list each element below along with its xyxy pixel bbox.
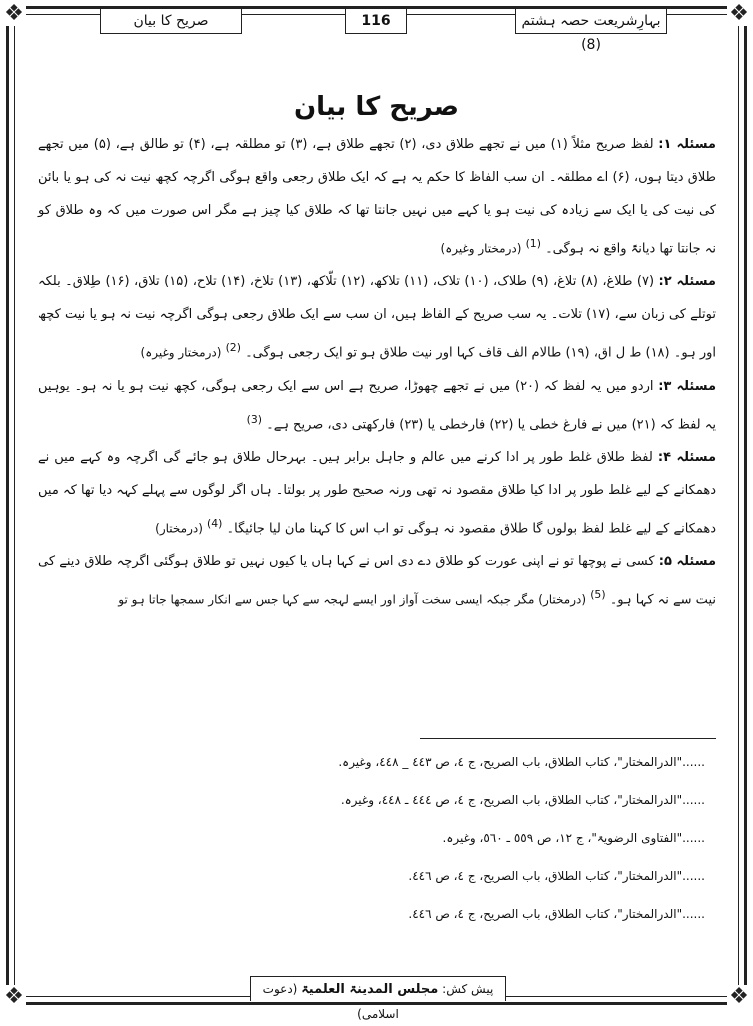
book-title: بہارِشریعت حصہ ہشتم (8) bbox=[515, 8, 667, 34]
footnote-3: ......"الفتاوی الرضویۃ"، ج ١٢، ص ٥٥٩ ـ ٥٦٠، وغیرہ. bbox=[442, 831, 705, 845]
masala-paragraph bbox=[38, 441, 716, 545]
footnote-divider bbox=[420, 738, 716, 739]
chapter-title: صریح کا بیان bbox=[100, 8, 242, 34]
masala-label: مسئلہ ۵: bbox=[658, 554, 716, 570]
masala-text: اردو میں یہ لفظ کہ (۲۰) میں نے تجھے چھوڑا، صریح ہے اس سے ایک رجعی ہوگی، کچھ نیت ہو یا نہ ہو۔ یوہیں یہ لفظ کہ (۲۱) میں نے فارغ خطی یا (۲۲) فارخطی یا (۲۳) فارکھتی دی، صریح ہے۔ bbox=[38, 378, 716, 432]
masala-label: مسئلہ ۲: bbox=[658, 274, 716, 290]
section-heading: صریح کا بیان bbox=[293, 92, 460, 122]
main-text bbox=[38, 128, 716, 617]
footnote-5: ......"الدرالمختار"، کتاب الطلاق، باب الصریح، ج ٤، ص ٤٤٦. bbox=[408, 907, 705, 921]
masala-text: کسی نے پوچھا تو نے اپنی عورت کو طلاق دے دی اس نے کہا ہاں یا کیوں نہیں تو طلاق ہوگئی اگرچہ طلاق دینے کی نیت سے نہ کہا ہو۔ bbox=[38, 554, 716, 608]
masala-paragraph bbox=[38, 370, 716, 441]
masala-paragraph bbox=[38, 265, 716, 369]
publisher-footer bbox=[250, 976, 506, 1021]
masala-label: مسئلہ ۳: bbox=[658, 378, 716, 394]
footnote-ref: (5) bbox=[590, 588, 606, 602]
ornament-icon: ❖ bbox=[2, 2, 26, 26]
page-number: 116 bbox=[345, 8, 407, 34]
footnote-ref: (2) bbox=[225, 341, 241, 355]
masala-paragraph bbox=[38, 128, 716, 265]
citation: (درمختار وغیرہ) bbox=[440, 241, 522, 256]
footnote-4: ......"الدرالمختار"، کتاب الطلاق، باب الصریح، ج ٤، ص ٤٤٦. bbox=[408, 869, 705, 883]
citation: (درمختار وغیرہ) bbox=[140, 345, 222, 360]
ornament-icon: ❖ bbox=[727, 2, 751, 26]
footer-prefix: پیش کش: bbox=[442, 982, 494, 996]
footer-suffix: (دعوت اسلامی) bbox=[262, 982, 399, 1021]
publisher-name: مجلس المدینۃ العلمیۃ bbox=[301, 982, 439, 997]
ornament-icon: ❖ bbox=[727, 985, 751, 1009]
footnote-ref: (3) bbox=[246, 412, 262, 426]
masala-text: لفظ طلاق غلط طور پر ادا کرنے میں عالم و جاہل برابر ہیں۔ بہرحال طلاق ہو جائے گی اگرچہ وہ کہے میں نے دھمکانے کے لیے غلط طور پر ادا کیا طلاق مقصود نہ تھی ورنہ صحیح طور پر بولتا۔ ہاں اگر لوگوں سے پہلے کہہ دیا تھا کہ میں دھمکانے کے لیے غلط لفظ بولوں گا طلاق مقصود نہ ہوگی تو اب اس کا کہنا مان لیا جائیگا۔ bbox=[38, 449, 716, 537]
footnote-2: ......"الدرالمختار"، کتاب الطلاق، باب الصریح، ج ٤، ص ٤٤٤ ـ ٤٤٨، وغیرہ. bbox=[340, 793, 705, 807]
footnote-ref: (1) bbox=[525, 237, 541, 250]
masala-label: مسئلہ ۱: bbox=[658, 137, 716, 152]
footnote-ref: (4) bbox=[207, 516, 223, 530]
citation: (درمختار) مگر جبکہ ایسی سخت آواز اور ایسے لہجہ سے کہا جس سے انکار سمجھا جاتا ہو تو bbox=[118, 592, 587, 607]
masala-text: لفظ صریح مثلاً (۱) میں نے تجھے طلاق دی، (۲) تجھے طلاق ہے، (۳) تو مطلقہ ہے، (۴) تو طالق ہے، (۵) میں تجھے طلاق دیتا ہوں، (۶) اے مطلقہ۔ ان سب الفاظ کا حکم یہ ہے کہ ایک طلاق رجعی واقع ہوگی اگرچہ کچھ نیت نہ کی ہو یا بائن کی نیت کی یا ایک سے زیادہ کی نیت ہو یا کہے میں نہیں جانتا تھا کہ طلاق کیا چیز ہے مگر اس صورت میں کہ وہ طلاق کو نہ جانتا تھا دیانۃً واقع نہ ہوگی۔ bbox=[38, 137, 716, 257]
masala-label: مسئلہ ۴: bbox=[657, 449, 716, 465]
citation: (درمختار) bbox=[155, 521, 203, 536]
masala-text: (۷) طلاغ، (۸) تلاغ، (۹) طلاک، (۱۰) تلاک، (۱۱) تلاکھ، (۱۲) تلّاکھ، (۱۳) تلاخ، (۱۴) تلاح، (۱۵) تلاق، (۱۶) طِلاق۔ بلکہ توتلے کی زبان سے، (۱۷) تلات۔ یہ سب صریح کے الفاظ ہیں، ان سب سے ایک طلاق رجعی ہوگی اگرچہ نیت نہ ہو یا نیت کچھ اور ہو۔ (۱۸) ط ل اق، (۱۹) طالام الف قاف کہا اور نیت طلاق ہو تو ایک رجعی ہوگی۔ bbox=[38, 274, 717, 361]
footnote-1: ......"الدرالمختار"، کتاب الطلاق، باب الصریح، ج ٤، ص ٤٤٣ _ ٤٤٨، وغیرہ. bbox=[338, 755, 705, 769]
ornament-icon: ❖ bbox=[2, 985, 26, 1009]
masala-paragraph bbox=[38, 545, 716, 616]
